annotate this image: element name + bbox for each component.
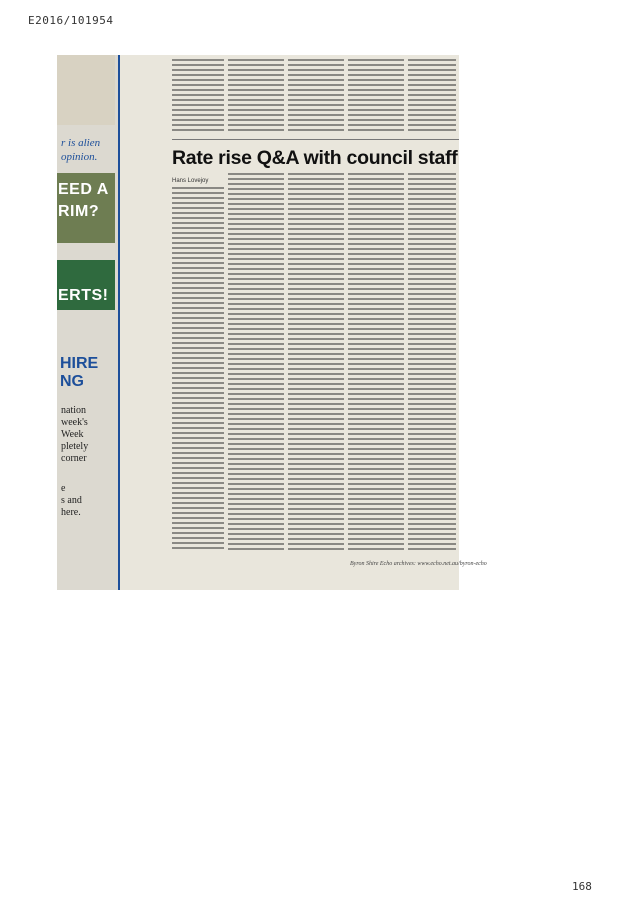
page-number: 168 bbox=[572, 880, 592, 893]
strip-body-4: pletely bbox=[61, 441, 89, 452]
strip-body-6: e bbox=[61, 483, 66, 494]
upper-column-5 bbox=[408, 59, 456, 133]
section-rule bbox=[172, 139, 459, 140]
strip-body-1: nation bbox=[61, 405, 86, 416]
strip-blue-line-1: HIRE bbox=[60, 355, 99, 372]
strip-teaser-line-2: RIM? bbox=[58, 203, 100, 220]
strip-body-2: week's bbox=[61, 417, 88, 428]
strip-blue-line-2: NG bbox=[60, 373, 84, 390]
newspaper-photo bbox=[57, 55, 487, 590]
strip-fragment-2: opinion. bbox=[61, 151, 98, 163]
strip-teaser-line-1: EED A bbox=[58, 181, 109, 198]
upper-column-4 bbox=[348, 59, 404, 133]
photo-caption: Byron Shire Echo archives: www.echo.net.au/byron-echo bbox=[350, 561, 487, 567]
strip-teaser-line-3: ERTS! bbox=[58, 287, 109, 304]
upper-column-2 bbox=[228, 59, 284, 133]
strip-body-3: Week bbox=[61, 429, 84, 440]
upper-column-3 bbox=[288, 59, 344, 133]
strip-body-7: s and bbox=[61, 495, 82, 506]
strip-body-5: corner bbox=[61, 453, 87, 464]
article-column-5 bbox=[408, 173, 456, 552]
article-column-4 bbox=[348, 173, 404, 552]
article-column-3 bbox=[288, 173, 344, 552]
side-strip bbox=[57, 55, 120, 590]
strip-fragment-1: r is alien bbox=[61, 137, 101, 149]
article-column-2 bbox=[228, 173, 284, 552]
newspaper-page bbox=[120, 55, 487, 590]
article-headline: Rate rise Q&A with council staff bbox=[172, 147, 458, 169]
strip-body-8: here. bbox=[61, 507, 81, 518]
upper-column-1 bbox=[172, 59, 224, 133]
document-reference: E2016/101954 bbox=[28, 14, 114, 27]
article-column-1 bbox=[172, 187, 224, 552]
strip-ad-top bbox=[57, 55, 115, 125]
article-byline: Hans Lovejoy bbox=[172, 178, 209, 184]
